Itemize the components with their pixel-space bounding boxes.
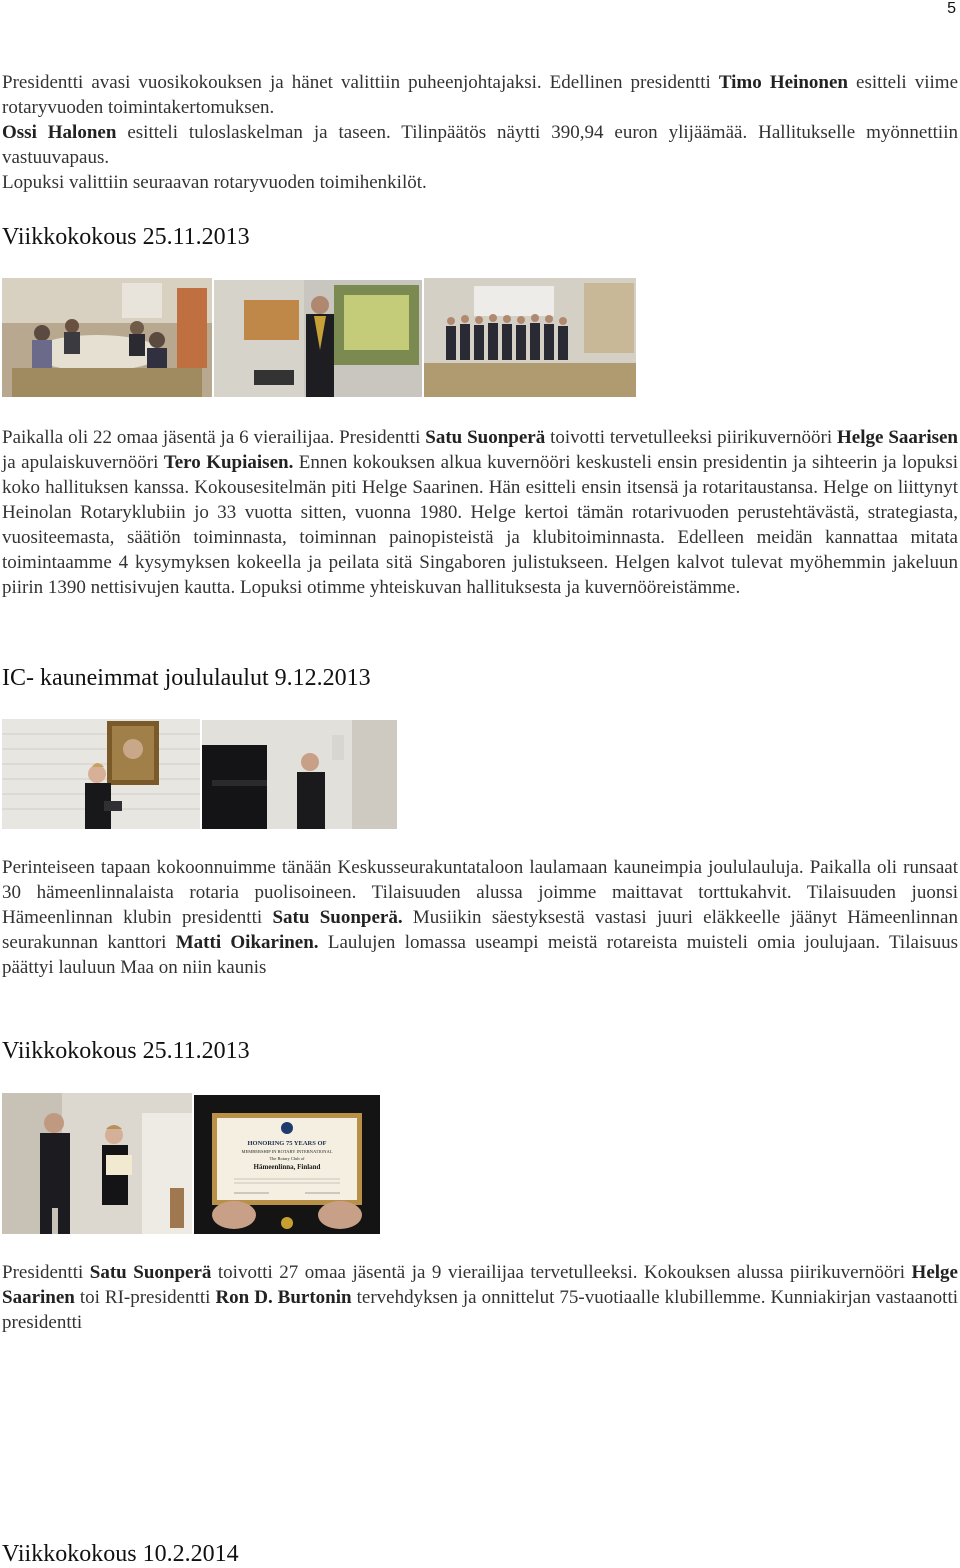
section4-heading: Viikkokokous 10.2.2014 xyxy=(2,1541,239,1567)
photo-certificate-closeup xyxy=(194,1095,380,1234)
s1-name-satu: Satu Suonperä xyxy=(425,427,546,448)
photo-governor-speaking xyxy=(214,280,422,397)
photo-group-portrait xyxy=(424,278,636,397)
s3-name-ron: Ron D. Burtonin xyxy=(215,1287,352,1308)
s2-text-2: Musiikin säestyksestä vastasi juuri eläkkeelle jäänyt Hämeenlinnan seurakunnan kanttori xyxy=(2,907,958,953)
photo-singer-painting xyxy=(2,719,200,829)
certificate-line-3: The Rotary Club of xyxy=(269,1156,305,1161)
s2-text-0: Perinteiseen tapaan kokoonnuimme tänään Keskusseurakuntataloon laulamaan kauneimpia joululauluja. Paikalla oli runsaat 30 hämeenlinnalaista rotaria puolisoineen. Tilaisuuden alussa joimme maittavat torttukahvit. Tilaisuuden juonsi Hämeenlinnan klubin presidentti xyxy=(2,857,958,928)
s3-text-6: tervehdyksen ja onnittelut 75-vuotiaalle klubillemme. Kunniakirjan vastaanotti presidentti xyxy=(2,1287,959,1333)
photo-pianist xyxy=(202,720,397,829)
page-number: 5 xyxy=(947,0,956,17)
s3-text-2: toivotti 27 omaa jäsentä ja 9 vierailijaa tervetulleeksi. Kokouksen alussa piirikuvernööri xyxy=(211,1262,912,1283)
s1-text-6: Ennen kokouksen alkua kuvernööri keskusteli ensin presidentin ja sihteerin ja lopuksi koko hallituksen kanssa. Kokousesitelmän piti Helge Saarinen. Hän esitteli ensin itsensä ja rotaritaustansa. Helge on liittynyt Heinolan Rotaryklubiin jo 33 vuotta sitten, vuonna 1980. Helge kertoi tämän rotarivuoden perustehtävästä, strategiasta, vuositeemasta, säätiön toiminnasta, toiminnan painopisteistä ja klubitoiminnasta. Edelleen meidän kannattaa mitata toimintaamme 4 kysymyksen kokeella ja peilata sitä Singaboren julistukseen. Helgen kalvot tulevat myöhemmin jakeluun piirin 1390 nettisivujen kautta. Lopuksi otimme yhteiskuvan hallituksesta ja kuvernöörеistämme. xyxy=(2,452,959,598)
section3-paragraph xyxy=(2,1260,958,1335)
certificate-line-1: HONORING 75 YEARS OF xyxy=(247,1140,327,1147)
intro-text-1: Presidentti avasi vuosikokouksen ja hänet valittiin puheenjohtajaksi. Edellinen presidentti xyxy=(2,72,719,93)
section3-heading: Viikkokokous 25.11.2013 xyxy=(2,1038,250,1064)
intro-text-4: Lopuksi valittiin seuraavan rotaryvuoden toimihenkilöt. xyxy=(2,172,427,193)
s1-text-2: toivotti tervetulleeksi piirikuvernööri xyxy=(545,427,838,448)
s1-name-tero: Tero Kupiaisen. xyxy=(163,452,294,473)
intro-name-ossi: Ossi Halonen xyxy=(2,122,117,143)
intro-paragraph xyxy=(2,70,958,195)
s1-name-helge: Helge Saarisen xyxy=(837,427,958,448)
s3-name-satu: Satu Suonperä xyxy=(89,1262,212,1283)
section1-heading: Viikkokokous 25.11.2013 xyxy=(2,224,250,250)
intro-text-2: esitteli viime rotaryvuoden toimintakertomuksen. xyxy=(2,72,958,118)
intro-text-3: esitteli tuloslaskelman ja taseen. Tilinpäätös näytti 390,94 euron ylijäämää. Hallitukselle myönnettiin vastuuvapaus. xyxy=(2,122,958,168)
section2-paragraph xyxy=(2,855,958,980)
s1-text-0: Paikalla oli 22 omaa jäsentä ja 6 vierailijaa. Presidentti xyxy=(2,427,426,448)
intro-name-timo: Timo Heinonen xyxy=(718,72,848,93)
certificate-line-2: MEMBERSHIP IN ROTARY INTERNATIONAL xyxy=(241,1149,333,1154)
s2-text-4: Laulujen lomassa useampi meistä rotareista muisteli omia joulujaan. Tilaisuus päättyi lauluun Maa on niin kaunis xyxy=(2,932,958,978)
s2-name-matti: Matti Oikarinen. xyxy=(175,932,319,953)
s3-name-helge: Helge Saarinen xyxy=(2,1262,958,1308)
s1-text-4: ja apulaiskuvernööri xyxy=(2,452,164,473)
certificate-line-4: Hämeenlinna, Finland xyxy=(253,1163,321,1171)
section1-paragraph xyxy=(2,425,958,600)
photo-certificate-handover xyxy=(2,1093,192,1234)
s3-text-0: Presidentti xyxy=(2,1262,90,1283)
photo-meeting-table xyxy=(2,278,212,397)
s3-text-4: toi RI-presidentti xyxy=(74,1287,216,1308)
section2-heading: IC- kauneimmat joululaulut 9.12.2013 xyxy=(2,665,371,691)
s2-name-satu: Satu Suonperä. xyxy=(272,907,403,928)
